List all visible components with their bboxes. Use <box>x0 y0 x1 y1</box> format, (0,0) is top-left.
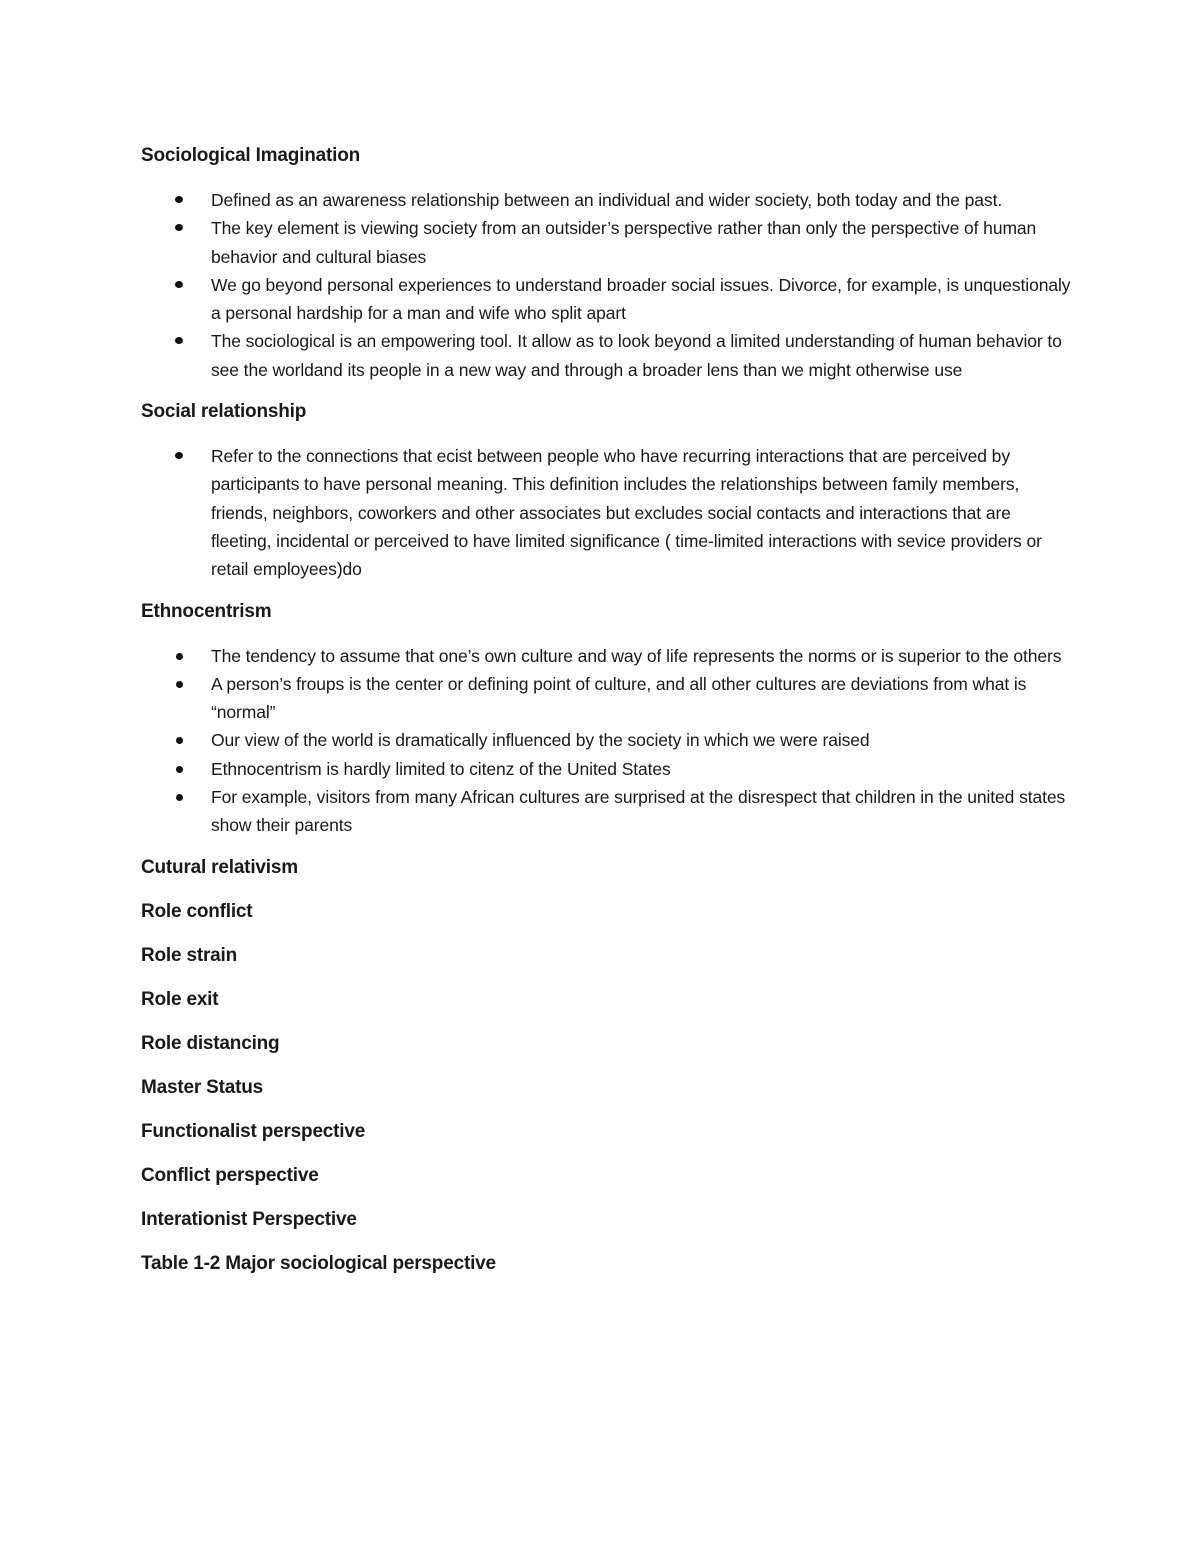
list-item-text: We go beyond personal experiences to understand broader social issues. Divorce, for example, is unquestionaly a personal hardship for a man and wife who split apart <box>211 274 1071 324</box>
term-list <box>141 854 1071 1278</box>
list-item-text: The tendency to assume that one’s own culture and way of life represents the norms or is superior to the others <box>211 645 1062 666</box>
term-heading: Conflict perspective <box>141 1164 319 1186</box>
bullet-icon <box>176 766 183 773</box>
bullet-icon <box>175 196 183 203</box>
list-item-text: For example, visitors from many African cultures are surprised at the disrespect that children in the united states show their parents <box>211 787 1066 836</box>
bullet-icon <box>176 653 183 660</box>
bullet-icon <box>176 681 183 688</box>
list-item <box>141 214 1071 271</box>
term-heading: Role distancing <box>141 1032 280 1054</box>
bullet-list <box>141 642 1071 840</box>
term-heading: Cutural relativism <box>141 856 298 878</box>
term-heading: Interationist Perspective <box>141 1208 357 1230</box>
term-heading: Master Status <box>141 1076 263 1098</box>
list-item <box>141 271 1071 328</box>
list-item <box>141 442 1071 583</box>
bullet-icon <box>175 281 183 288</box>
bullet-list <box>141 442 1071 583</box>
bullet-icon <box>175 224 183 231</box>
term-heading: Functionalist perspective <box>141 1120 366 1142</box>
list-item <box>141 327 1071 384</box>
list-item-text: Defined as an awareness relationship between an individual and wider society, both today and the past. <box>211 190 1003 210</box>
section-social-relationship <box>141 398 1071 583</box>
list-item <box>141 783 1071 840</box>
section-ethnocentrism <box>141 598 1071 840</box>
list-item <box>141 186 1071 214</box>
section-heading: Ethnocentrism <box>141 600 272 622</box>
list-item-text: The key element is viewing society from an outsider’s perspective rather than only the perspective of human behavior and cultural biases <box>211 218 1037 267</box>
section-heading: Social relationship <box>141 401 307 423</box>
list-item-text: Ethnocentrism is hardly limited to citenz of the United States <box>211 758 671 779</box>
list-item-text: Refer to the connections that ecist between people who have recurring interactions that are perceived by participants to have personal meaning. This definition includes the relationships between family members, friends, neighbors, coworkers and other associates but excludes social contacts and interactions that are fleeting, incidental or perceived to have limited significance ( time-limited interactions with sevice providers or retail employees)do <box>211 446 1042 580</box>
term-heading: Role exit <box>141 988 219 1010</box>
list-item-text: A person’s froups is the center or defining point of culture, and all other cultures are deviations from what is “normal” <box>211 673 1027 723</box>
term-heading: Role strain <box>141 944 237 966</box>
bullet-icon <box>175 337 183 344</box>
document-page <box>141 138 1071 1278</box>
list-item <box>141 642 1071 670</box>
section-sociological-imagination <box>141 142 1071 384</box>
term-heading: Table 1-2 Major sociological perspective <box>141 1252 496 1274</box>
list-item <box>141 670 1071 727</box>
term-heading: Role conflict <box>141 900 253 922</box>
bullet-icon <box>176 794 183 801</box>
bullet-icon <box>176 737 183 744</box>
list-item-text: The sociological is an empowering tool. It allow as to look beyond a limited understanding of human behavior to see the worldand its people in a new way and through a broader lens than we might otherwise use <box>211 331 1062 380</box>
list-item-text: Our view of the world is dramatically influenced by the society in which we were raised <box>211 730 870 751</box>
list-item <box>141 755 1071 783</box>
bullet-list <box>141 186 1071 384</box>
list-item <box>141 726 1071 754</box>
section-heading: Sociological Imagination <box>141 145 361 166</box>
bullet-icon <box>175 452 183 459</box>
